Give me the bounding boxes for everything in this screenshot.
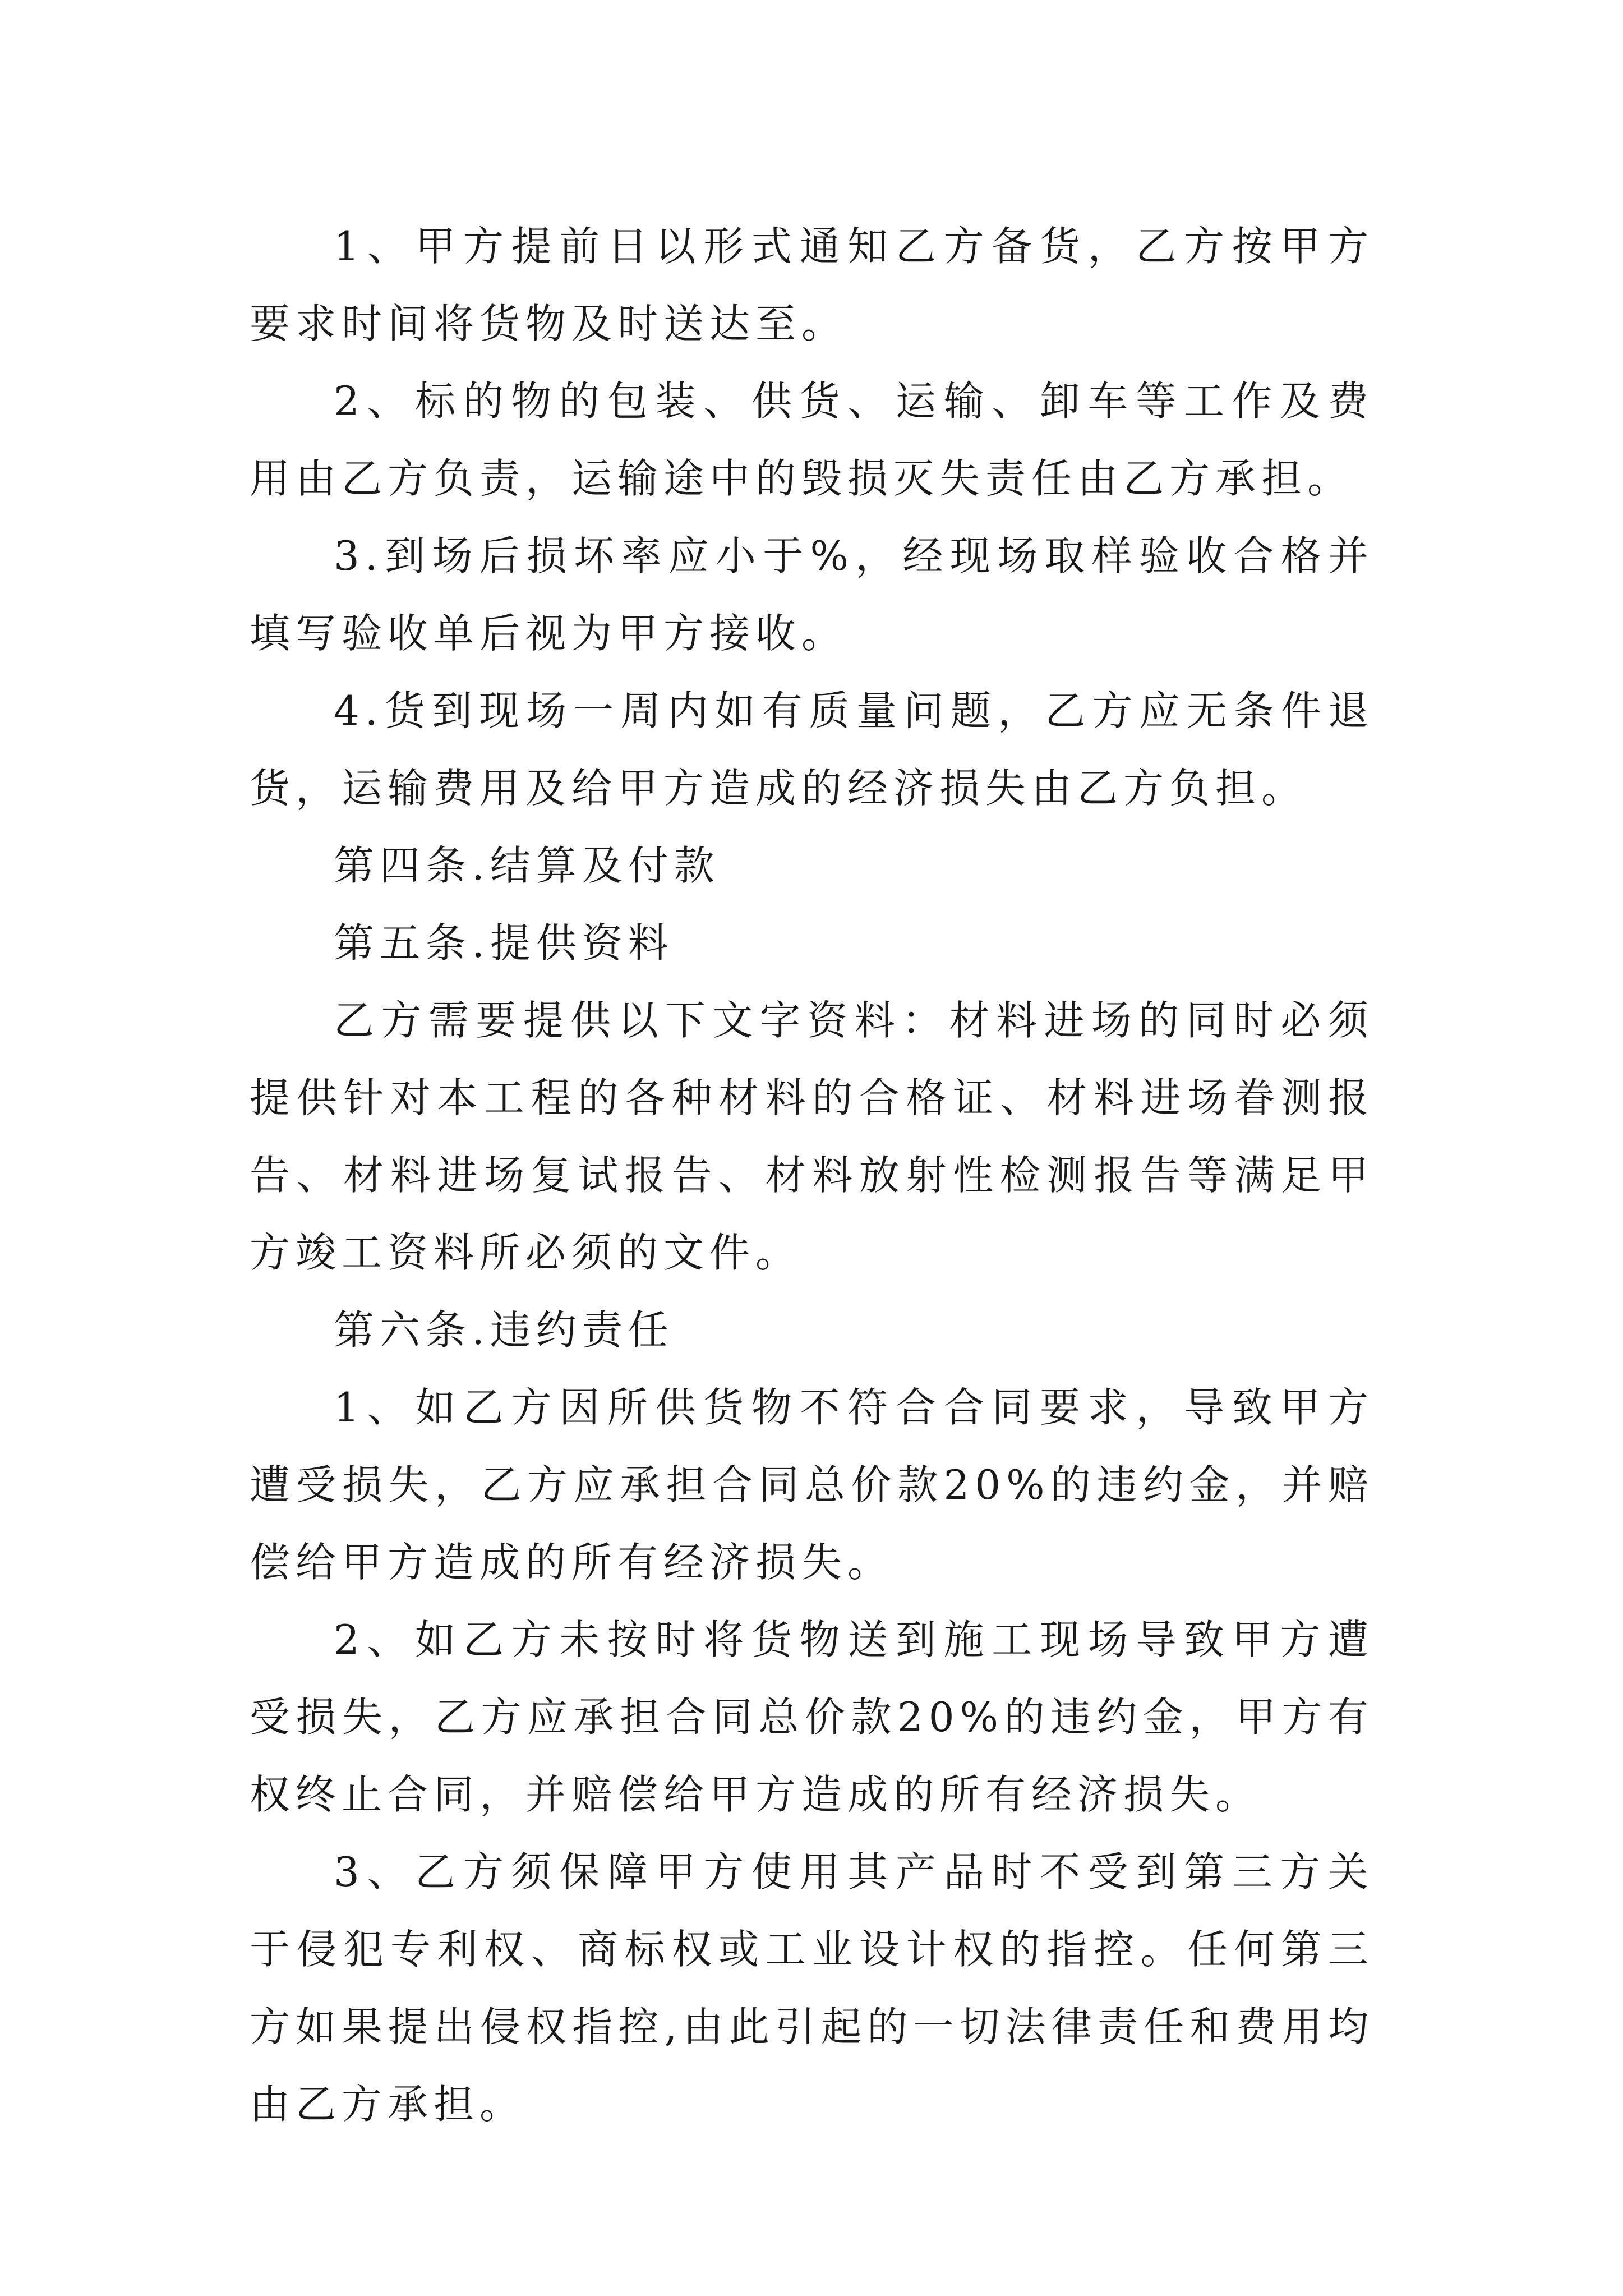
section-heading-article-6: 第六条.违约责任	[334, 1306, 674, 1354]
paragraph-clause-2: 2、标的物的包装、供货、运输、卸车等工作及费用由乙方负责，运输途中的毁损灭失责任由乙方承担。	[250, 378, 1374, 502]
paragraph-clause-3: 3.到场后损坏率应小于%，经现场取样验收合格并填写验收单后视为甲方接收。	[250, 532, 1374, 657]
paragraph-required-documents: 乙方需要提供以下文字资料：材料进场的同时必须提供针对本工程的各种材料的合格证、材料进场眷测报告、材料进场复试报告、材料放射性检测报告等满足甲方竣工资料所必须的文件。	[250, 997, 1374, 1276]
paragraph-clause-1: 1、甲方提前日以形式通知乙方备货，乙方按甲方要求时间将货物及时送达至。	[250, 223, 1374, 347]
paragraph-liability-2: 2、如乙方未按时将货物送到施工现场导致甲方遭受损失，乙方应承担合同总价款20%的违约金，甲方有权终止合同，并赔偿给甲方造成的所有经济损失。	[250, 1616, 1374, 1818]
paragraph-clause-4: 4.货到现场一周内如有质量问题，乙方应无条件退货，运输费用及给甲方造成的经济损失由乙方负担。	[250, 687, 1374, 812]
paragraph-liability-1: 1、如乙方因所供货物不符合合同要求，导致甲方遭受损失，乙方应承担合同总价款20%的违约金，并赔偿给甲方造成的所有经济损失。	[250, 1384, 1374, 1586]
document-body	[250, 208, 1374, 2143]
section-heading-article-5: 第五条.提供资料	[334, 919, 674, 967]
section-heading-article-4: 第四条.结算及付款	[334, 842, 720, 889]
paragraph-liability-3: 3、乙方须保障甲方使用其产品时不受到第三方关于侵犯专利权、商标权或工业设计权的指控。任何第三方如果提出侵权指控,由此引起的一切法律责任和费用均由乙方承担。	[250, 1848, 1374, 2128]
